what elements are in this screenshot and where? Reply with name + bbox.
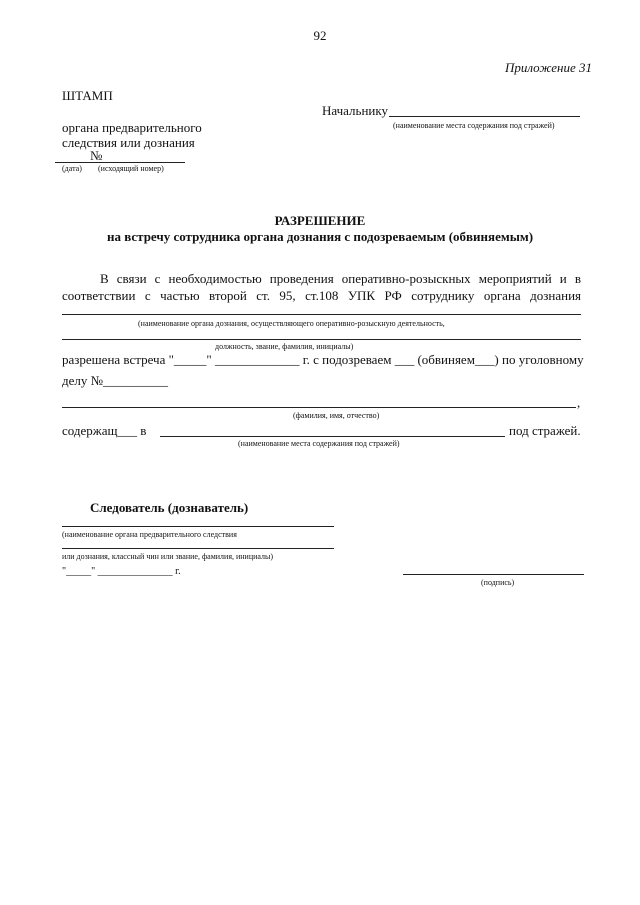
caption-org: (наименование органа дознания, осуществляющего оперативно-розыскную деятельность,	[138, 319, 445, 328]
position-line	[62, 339, 581, 340]
meeting-line: разрешена встреча "_____" _____________ г. с подозреваем ___ (обвиняем___) по уголовному	[62, 352, 584, 367]
addressee-label: Начальнику	[322, 103, 389, 118]
addressee-caption: (наименование места содержания под стражей)	[393, 121, 555, 130]
caption-name: (фамилия, имя, отчество)	[293, 411, 380, 420]
stamp-outgoing-caption: (исходящий номер)	[98, 164, 164, 173]
stamp-number-sign: №	[90, 148, 103, 163]
case-line: делу №__________	[62, 373, 169, 388]
held-place-line	[160, 436, 505, 437]
org-name-line	[62, 314, 581, 315]
held-end: под стражей.	[509, 423, 581, 438]
stamp-date-caption: (дата)	[62, 164, 82, 173]
body-intro-line1: В связи с необходимостью проведения оперативно-розыскных мероприятий и в	[100, 271, 581, 286]
signer-line1	[62, 526, 334, 527]
caption-position: должность, звание, фамилия, инициалы)	[215, 342, 354, 351]
addressee-line	[389, 116, 580, 117]
body-intro-line2: соответствии с частью второй ст. 95, ст.108 УПК РФ сотруднику органа дознания	[62, 288, 581, 303]
signer-line2	[62, 548, 334, 549]
signature-caption: (подпись)	[481, 578, 515, 587]
document-title: РАЗРЕШЕНИЕ	[274, 213, 366, 228]
appendix-label: Приложение 31	[504, 60, 592, 75]
signer-role: Следователь (дознаватель)	[90, 500, 249, 515]
stamp-org-line1: органа предварительного	[62, 120, 202, 135]
signer-caption1: (наименование органа предварительного следствия	[62, 530, 237, 539]
signer-caption2: или дознания, классный чин или звание, фамилия, инициалы)	[62, 552, 274, 561]
stamp-org-line2: следствия или дознания	[62, 135, 195, 150]
held-word: содержащ___ в	[62, 423, 147, 438]
signature-date-line: "_____" _______________ г.	[62, 566, 181, 577]
caption-place: (наименование места содержания под стражей)	[238, 439, 400, 448]
page-number: 92	[313, 28, 327, 43]
name-line-comma: ,	[577, 395, 581, 410]
name-line	[62, 407, 576, 408]
signature-line	[403, 574, 584, 575]
stamp-label: ШТАМП	[62, 88, 113, 103]
stamp-date-number-line	[55, 162, 185, 163]
document-subtitle: на встречу сотрудника органа дознания с подозреваемым (обвиняемым)	[106, 229, 534, 244]
